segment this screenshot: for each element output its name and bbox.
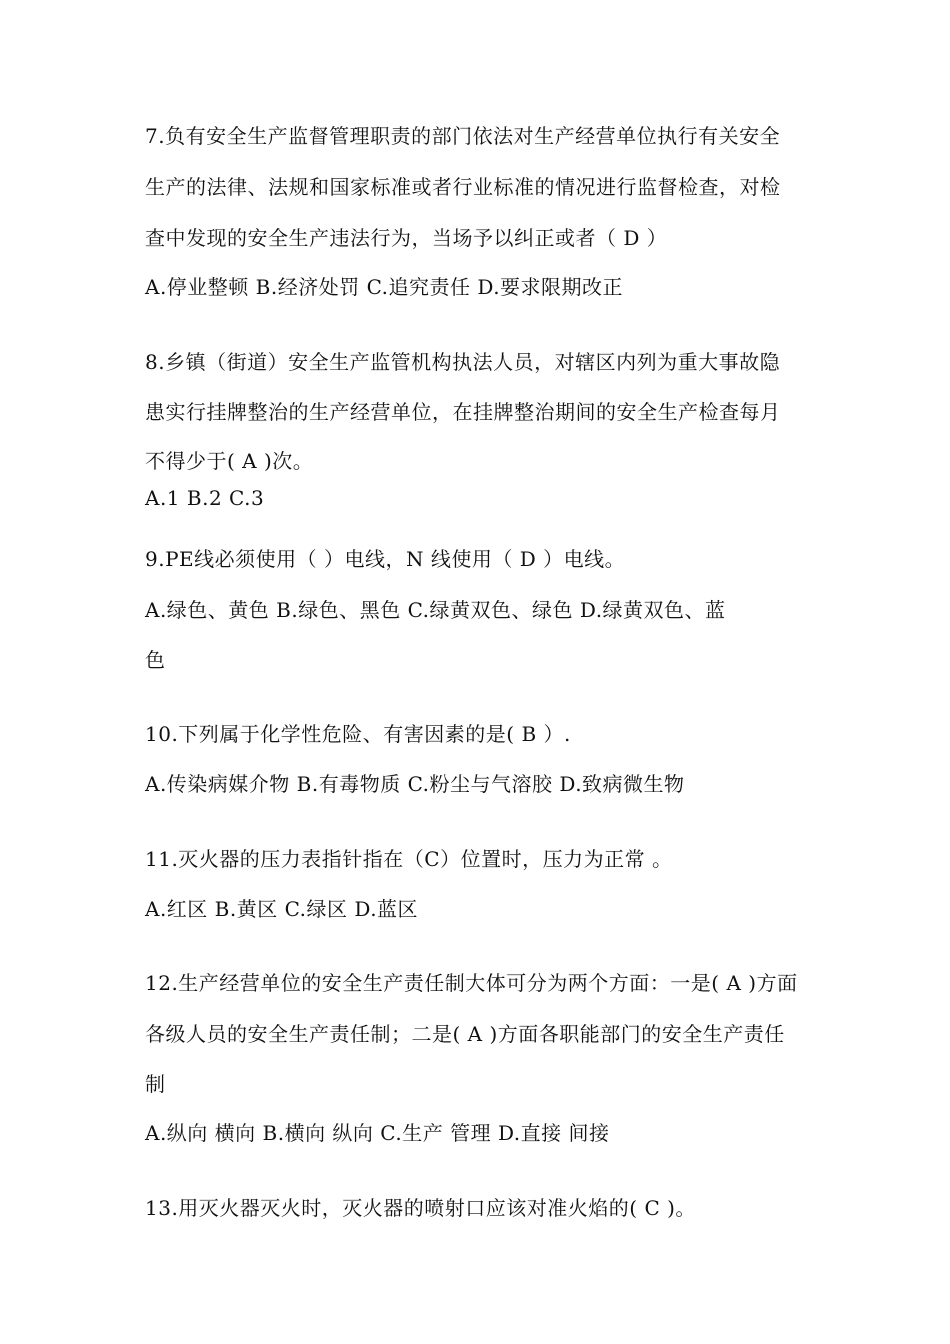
question-11-line-1: 11.灭火器的压力表指针指在（C）位置时，压力为正常 。 — [145, 847, 673, 871]
question-8-line-3: 不得少于( A )次。 — [145, 449, 314, 473]
question-13-line-1: 13.用灭火器灭火时，灭火器的喷射口应该对准火焰的( C )。 — [145, 1196, 696, 1220]
question-12-line-2: 各级人员的安全生产责任制；二是( A )方面各职能部门的安全生产责任 — [145, 1022, 785, 1046]
question-7-options: A.停业整顿 B.经济处罚 C.追究责任 D.要求限期改正 — [145, 275, 624, 299]
question-9-line-1: 9.PE线必须使用（ ）电线，N 线使用（ D ）电线。 — [145, 547, 626, 571]
question-9-options-line-2: 色 — [145, 648, 166, 672]
question-8-line-2: 患实行挂牌整治的生产经营单位，在挂牌整治期间的安全生产检查每月 — [145, 400, 781, 424]
question-8-options: A.1 B.2 C.3 — [145, 486, 265, 510]
question-7-line-1: 7.负有安全生产监督管理职责的部门依法对生产经营单位执行有关安全 — [145, 124, 781, 148]
question-12-line-1: 12.生产经营单位的安全生产责任制大体可分为两个方面：一是( A )方面 — [145, 971, 798, 995]
question-7-line-3: 查中发现的安全生产违法行为，当场予以纠正或者（ D ） — [145, 226, 668, 250]
question-7-line-2: 生产的法律、法规和国家标准或者行业标准的情况进行监督检查，对检 — [145, 175, 781, 199]
question-10-line-1: 10.下列属于化学性危险、有害因素的是( B ）. — [145, 722, 571, 746]
question-12-line-3: 制 — [145, 1072, 166, 1096]
question-11-options: A.红区 B.黄区 C.绿区 D.蓝区 — [145, 897, 419, 921]
question-9-options-line-1: A.绿色、黄色 B.绿色、黑色 C.绿黄双色、绿色 D.绿黄双色、蓝 — [145, 598, 726, 622]
question-12-options: A.纵向 横向 B.横向 纵向 C.生产 管理 D.直接 间接 — [145, 1121, 610, 1145]
question-8-line-1: 8.乡镇（街道）安全生产监管机构执法人员，对辖区内列为重大事故隐 — [145, 350, 781, 374]
question-10-options: A.传染病媒介物 B.有毒物质 C.粉尘与气溶胶 D.致病微生物 — [145, 772, 685, 796]
